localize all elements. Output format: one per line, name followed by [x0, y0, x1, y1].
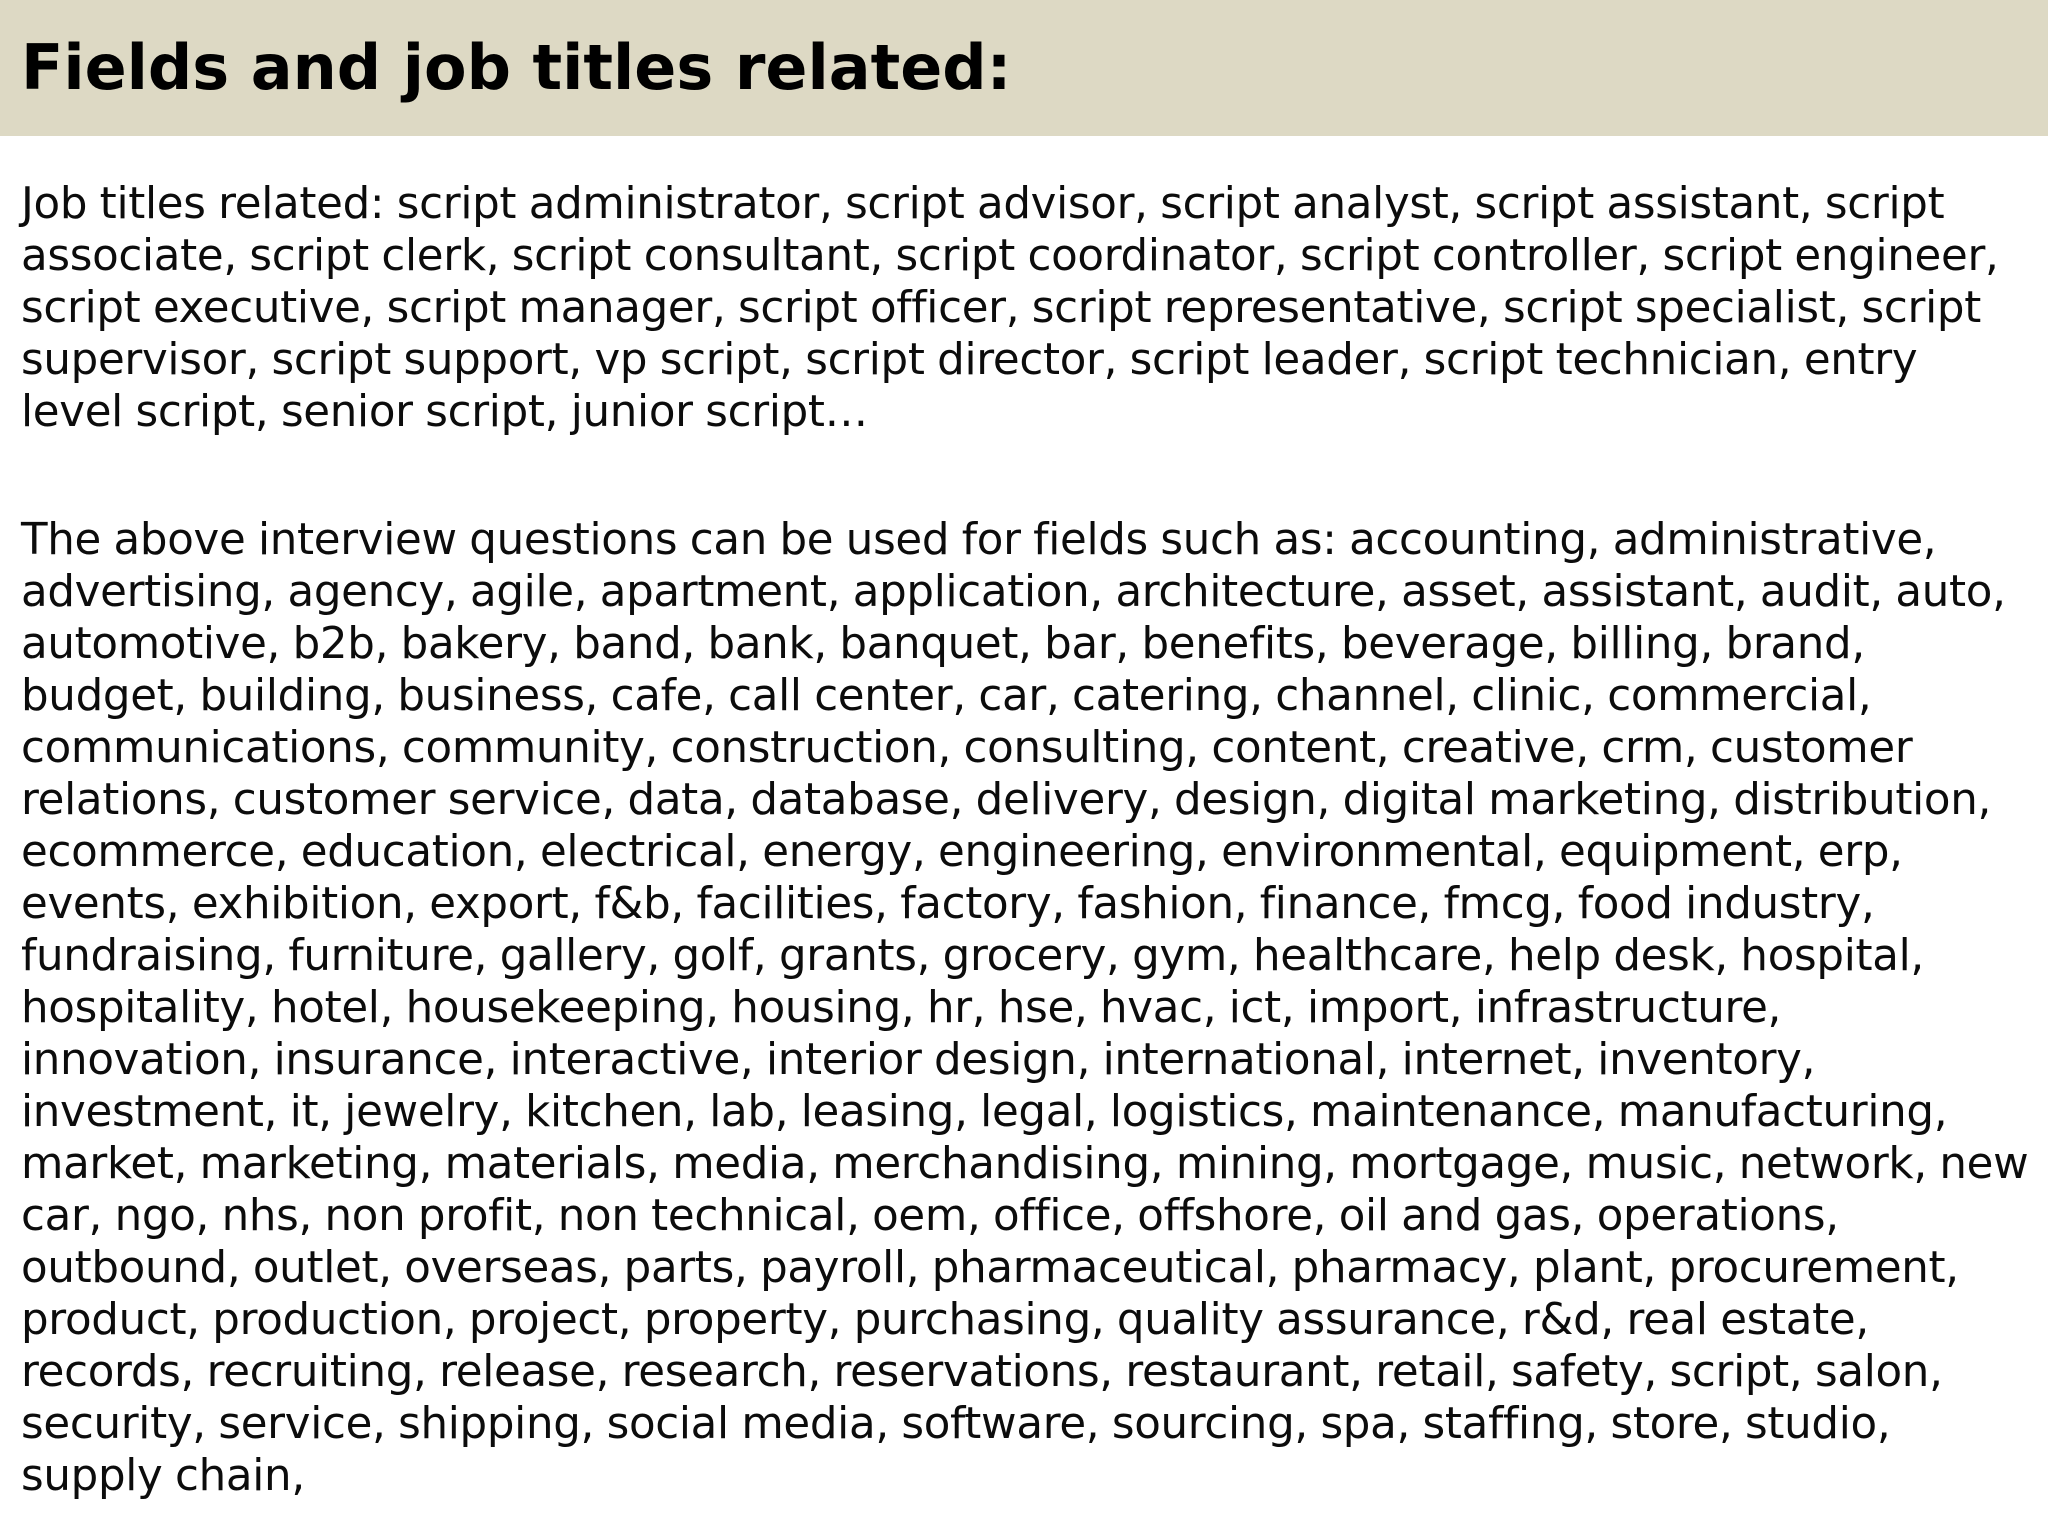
job-titles-paragraph: Job titles related: script administrator, script advisor, script analyst, script assistant, script associate, script clerk, script consultant, script coordinator, script controller, script engineer, script executive, script manager, script officer, script representative, script specialist, script supervisor, script support, vp script, script director, script leader, script technician, entry level script, senior script, junior script…	[21, 179, 1999, 437]
slide-title: Fields and job titles related:	[21, 31, 1012, 104]
title-band	[0, 0, 2048, 136]
fields-paragraph: The above interview questions can be used for fields such as: accounting, administrative, advertising, agency, agile, apartment, application, architecture, asset, assistant, audit, auto, automotive, b2b, bakery, band, bank, banquet, bar, benefits, beverage, billing, brand, budget, building, business, cafe, call center, car, catering, channel, clinic, commercial, communications, community, construction, consulting, content, creative, crm, customer relations, customer service, data, database, delivery, design, digital marketing, distribution, ecommerce, education, electrical, energy, engineering, environmental, equipment, erp, events, exhibition, export, f&b, facilities, factory, fashion, finance, fmcg, food industry, fundraising, furniture, gallery, golf, grants, grocery, gym, healthcare, help desk, hospital, hospitality, hotel, housekeeping, housing, hr, hse, hvac, ict, import, infrastructure, innovation, insurance, interactive, interior design, international, internet, inventory, investment, it, jewelry, kitchen, lab, leasing, legal, logistics, maintenance, manufacturing, market, marketing, materials, media, merchandising, mining, mortgage, music, network, new car, ngo, nhs, non profit, non technical, oem, office, offshore, oil and gas, operations, outbound, outlet, overseas, parts, payroll, pharmaceutical, pharmacy, plant, procurement, product, production, project, property, purchasing, quality assurance, r&d, real estate, records, recruiting, release, research, reservations, restaurant, retail, safety, script, salon, security, service, shipping, social media, software, sourcing, spa, staffing, store, studio, supply chain,	[21, 515, 2029, 1501]
